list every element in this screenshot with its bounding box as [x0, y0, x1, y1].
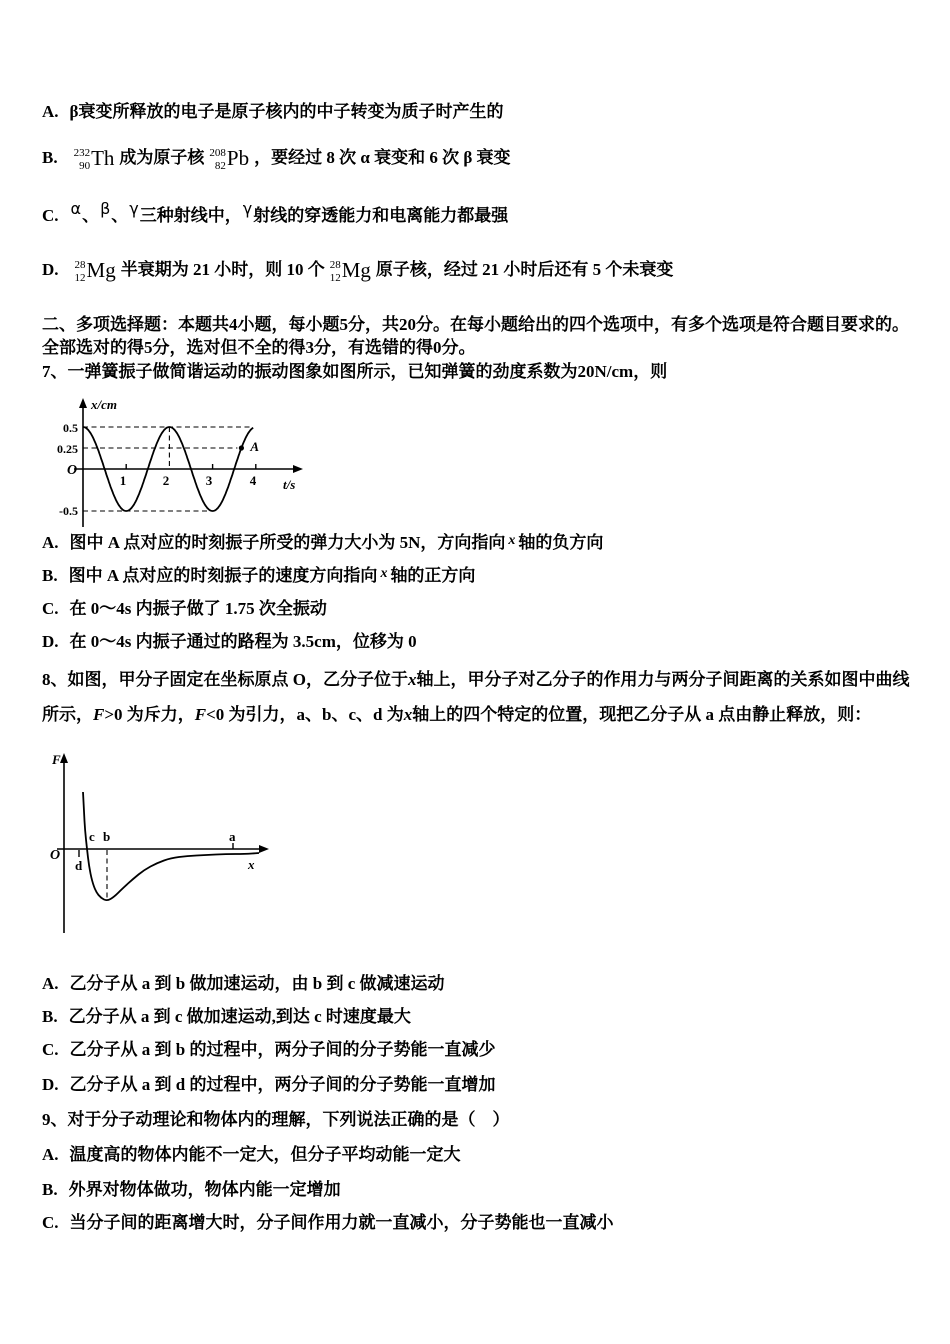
origin-label: O: [50, 848, 61, 863]
x-axis-arrow: [259, 845, 269, 853]
element-symbol: Th: [91, 146, 115, 170]
point-a-label: a: [229, 829, 236, 844]
option-label: B.: [42, 1180, 58, 1199]
x-axis-arrow: [293, 465, 303, 473]
option-text: 在 0～4s 内振子通过的路程为 3.5cm，位移为 0: [69, 632, 417, 651]
question-9-option-c: [42, 1211, 614, 1235]
nuclide-mg-28: [330, 259, 371, 285]
nuclide-pb-208: [209, 147, 249, 173]
question-7-option-c: [42, 597, 327, 621]
question-6-option-c: [42, 199, 509, 228]
option-text: 半衰期为 21 小时，则 10 个: [120, 260, 325, 279]
option-text: 三种射线中，: [139, 206, 242, 225]
question-8-option-a: [42, 972, 445, 996]
y-axis-label: x/cm: [91, 397, 117, 412]
stem-text: 轴上，甲分子对乙分子的作用力与两分子间距离的关系如图中曲线: [416, 670, 910, 689]
option-text: 成为原子核: [119, 148, 205, 167]
stem-text: >0 为斥力，: [104, 705, 195, 724]
element-symbol: Mg: [86, 258, 116, 282]
question-7-option-d: [42, 630, 417, 654]
question-7-option-a: [42, 531, 603, 555]
option-text: 乙分子从 a 到 b 做加速运动，由 b 到 c 做减速运动: [69, 974, 445, 993]
option-label: A.: [42, 974, 59, 993]
question-8-stem-line1: [42, 668, 909, 692]
option-text: 图中 A 点对应的时刻振子所受的弹力大小为 5N，方向指向: [69, 533, 506, 552]
option-text: 轴的负方向: [518, 533, 604, 552]
option-text: 射线的穿透能力和电离能力都最强: [253, 206, 509, 225]
option-label: B.: [42, 566, 58, 585]
option-label: A.: [42, 533, 59, 552]
y-tick-0-5: 0.5: [63, 421, 78, 435]
option-label: C.: [42, 599, 59, 618]
origin-label: O: [67, 463, 78, 478]
variable-F: F: [93, 705, 105, 724]
section-2-header-line1: 二、多项选择题：本题共4小题，每小题5分，共20分。在每小题给出的四个选项中，有多个选项是符合题目要求的。: [42, 315, 909, 334]
stem-text: <0 为引力，a、b、c、d 为: [206, 705, 404, 724]
atomic-number: 90: [79, 160, 91, 173]
question-6-option-b: [42, 146, 511, 180]
separator: 、: [82, 206, 100, 225]
variable-x: x: [403, 705, 413, 724]
option-text: β衰变所释放的电子是原子核内的中子转变为质子时产生的: [69, 102, 504, 121]
option-label: D.: [42, 632, 59, 651]
point-c-label: c: [89, 829, 95, 844]
point-A-label: A: [250, 439, 260, 454]
y-tick-0-25: 0.25: [57, 442, 78, 456]
nuclide-th-232: [74, 147, 115, 173]
variable-x: x: [508, 533, 516, 548]
nuclide-mg-28: [75, 259, 116, 285]
atomic-number: 12: [74, 272, 86, 285]
separator: 、: [111, 206, 129, 225]
y-tick-neg-0-5: -0.5: [59, 504, 78, 518]
mass-number: 232: [73, 147, 91, 159]
option-text: 外界对物体做功，物体内能一定增加: [68, 1180, 341, 1199]
mass-number: 28: [329, 259, 341, 271]
question-9-option-a: [42, 1143, 461, 1167]
point-d-label: d: [75, 858, 83, 873]
option-text: 乙分子从 a 到 c 做加速运动,到达 c 时速度最大: [68, 1007, 411, 1026]
point-b-label: b: [103, 829, 111, 844]
beta-ray-symbol: β: [100, 199, 111, 218]
option-label: B.: [42, 148, 58, 167]
variable-x: x: [407, 670, 417, 689]
option-text: 温度高的物体内能不一定大，但分子平均动能一定大: [69, 1145, 461, 1164]
x-axis-label: t/s: [283, 477, 296, 492]
y-axis-label: F: [52, 752, 61, 767]
question-8-option-c: [42, 1038, 496, 1062]
variable-x: x: [380, 566, 388, 581]
point-A-dot: [239, 445, 244, 450]
option-label: B.: [42, 1007, 58, 1026]
option-label: A.: [42, 1145, 59, 1164]
option-text: 乙分子从 a 到 d 的过程中，两分子间的分子势能一直增加: [69, 1075, 496, 1094]
x-axis-label: x: [248, 857, 255, 872]
option-label: C.: [42, 1213, 59, 1232]
atomic-number: 12: [329, 272, 341, 285]
option-text: 当分子间的距离增大时，分子间作用力就一直减小，分子势能也一直减小: [69, 1213, 614, 1232]
atomic-number: 82: [214, 160, 226, 173]
question-6-option-d: [42, 258, 673, 292]
gamma-ray-symbol: γ: [242, 199, 253, 218]
option-text: 图中 A 点对应的时刻振子的速度方向指向: [68, 566, 378, 585]
option-label: C.: [42, 206, 59, 225]
option-text: 乙分子从 a 到 b 的过程中，两分子间的分子势能一直减少: [69, 1040, 496, 1059]
option-text: 原子核，经过 21 小时后还有 5 个未衰变: [375, 260, 674, 279]
y-axis-arrow: [79, 398, 87, 408]
question-7-stem: 7、一弹簧振子做简谐运动的振动图象如图所示，已知弹簧的劲度系数为20N/cm，则: [42, 362, 668, 381]
mass-number: 28: [74, 259, 86, 271]
question-9-option-b: [42, 1178, 341, 1202]
element-symbol: Mg: [341, 258, 371, 282]
mass-number: 208: [209, 147, 226, 159]
option-label: D.: [42, 260, 59, 279]
x-tick-4: 4: [249, 473, 257, 488]
option-text: 在 0～4s 内振子做了 1.75 次全振动: [69, 599, 327, 618]
question-6-option-a: [42, 100, 504, 124]
oscillation-graph: [45, 396, 315, 531]
question-9-stem: 9、对于分子动理论和物体内的理解，下列说法正确的是（ ）: [42, 1110, 510, 1129]
element-symbol: Pb: [226, 146, 250, 170]
y-axis-arrow: [60, 753, 68, 763]
variable-F: F: [194, 705, 207, 724]
option-text: 轴的正方向: [390, 566, 476, 585]
x-tick-1: 1: [119, 473, 127, 488]
option-label: A.: [42, 102, 59, 121]
question-8-option-d: [42, 1073, 496, 1097]
question-7-option-b: [42, 564, 475, 588]
option-label: D.: [42, 1075, 59, 1094]
question-8-option-b: [42, 1005, 411, 1029]
stem-text: 轴上的四个特定的位置，现把乙分子从 a 点由静止释放，则：: [412, 705, 872, 724]
option-text: ，要经过 8 次 α 衰变和 6 次 β 衰变: [254, 148, 511, 167]
alpha-ray-symbol: α: [70, 199, 82, 218]
section-2-header-line2: 全部选对的得5分，选对但不全的得3分，有选错的得0分。: [42, 338, 476, 357]
stem-text: 8、如图，甲分子固定在坐标原点 O，乙分子位于: [42, 670, 408, 689]
molecular-force-graph: [45, 750, 315, 940]
question-8-stem-line2: [42, 703, 871, 727]
x-tick-3: 3: [205, 473, 213, 488]
x-tick-2: 2: [162, 473, 170, 488]
stem-text: 所示，: [42, 705, 93, 724]
option-label: C.: [42, 1040, 59, 1059]
gamma-ray-symbol: γ: [129, 199, 139, 218]
